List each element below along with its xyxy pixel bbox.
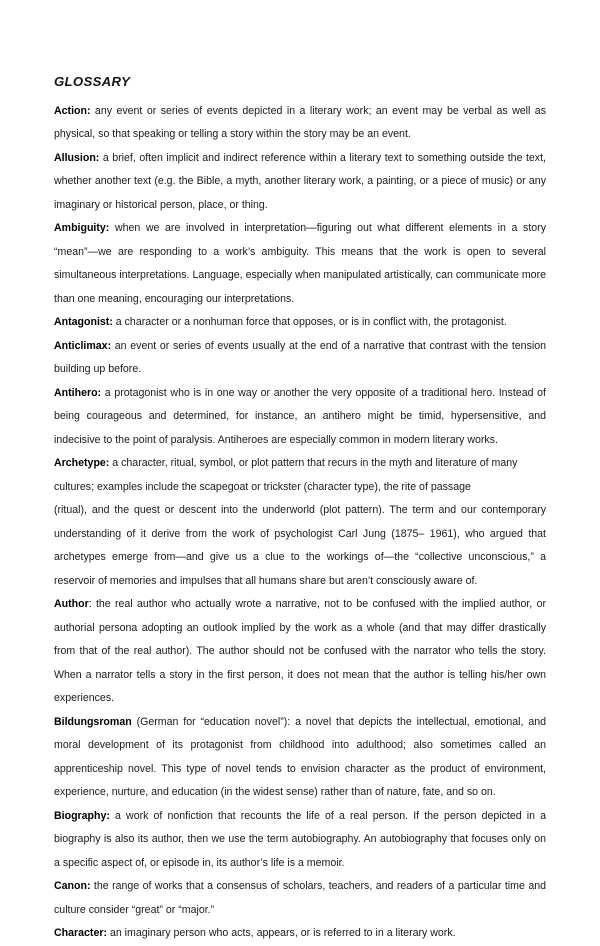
glossary-entry-author	[54, 593, 546, 711]
glossary-entry-ambiguity	[54, 217, 546, 311]
glossary-term: Action:	[54, 104, 91, 117]
glossary-entry-action	[54, 100, 546, 147]
glossary-definition: (German for “education novel”): a novel that depicts the intellectual, emotional, and moral development of its protagonist from childhood into adulthood; also sometimes called an apprenticeship novel. This type of novel tends to envision character as the product of environment, experience, nurture, and education (in the widest sense) rather than of nature, fate, and so on.	[54, 715, 546, 798]
glossary-definition: a brief, often implicit and indirect reference within a literary text to something outside the text, whether another text (e.g. the Bible, a myth, another literary work, a painting, or a piece of music) or any imaginary or historical person, place, or thing.	[54, 151, 546, 211]
glossary-entry-character	[54, 922, 546, 946]
glossary-term: Canon:	[54, 880, 91, 892]
glossary-definition: the range of works that a consensus of scholars, teachers, and readers of a particular time and culture consider “great” or “major.”	[54, 880, 546, 916]
glossary-definition: an imaginary person who acts, appears, or is referred to in a literary work.	[107, 927, 456, 939]
glossary-entry-anticlimax	[54, 335, 546, 382]
glossary-term: Antagonist:	[54, 316, 113, 328]
glossary-definition: a work of nonfiction that recounts the life of a real person. If the person depicted in a biography is also its author, then we use the term autobiography. An autobiography that focuses only on a specific aspect of, or episode in, its author’s life is a memoir.	[54, 809, 546, 869]
glossary-term: Anticlimax:	[54, 339, 112, 352]
glossary-term: Ambiguity:	[54, 222, 110, 234]
glossary-definition: : the real author who actually wrote a narrative, not to be confused with the implied author, or authorial persona adopting an outlook implied by the work as a whole (and that may differ drastically from that of the real author). The author should not be confused with the narrator who tells the story. When a narrator tells a story in the first person, it does not mean that the author is telling his/her own experiences.	[54, 598, 546, 704]
glossary-entry-archetype-part2	[54, 499, 546, 593]
glossary-definition: when we are involved in interpretation—figuring out what different elements in a story “mean”—we are responding to a work’s ambiguity. This means that the work is open to several simultaneous interpretations. Language, especially when manipulated artistically, can communicate more than one meaning, encouraging our interpretations.	[54, 222, 546, 305]
glossary-entry-archetype-part1	[54, 452, 546, 499]
glossary-definition: a character, ritual, symbol, or plot pattern that recurs in the myth and literature of many cultures; examples include the scapegoat or trickster (character type), the rite of passage	[54, 457, 518, 493]
glossary-term: Antihero:	[54, 386, 102, 399]
glossary-definition: any event or series of events depicted in a literary work; an event may be verbal as well as physical, so that speaking or telling a story within the story may be an event.	[54, 104, 546, 140]
glossary-term: Bildungsroman	[54, 715, 132, 728]
glossary-entry-canon	[54, 875, 546, 922]
glossary-entry-bildungsroman	[54, 711, 546, 805]
glossary-definition: an event or series of events usually at the end of a narrative that contrast with the tension building up before.	[54, 339, 546, 375]
glossary-entry-antihero	[54, 382, 546, 453]
glossary-term: Allusion:	[54, 151, 100, 164]
glossary-term: Archetype:	[54, 457, 110, 469]
glossary-entry-allusion	[54, 147, 546, 218]
glossary-definition: a protagonist who is in one way or another the very opposite of a traditional hero. Instead of being courageous and determined, for instance, an antihero might be timid, hypersensitive, and indecisive to the point of paralysis. Antiheroes are especially common in modern literary works.	[54, 386, 546, 446]
glossary-definition: a character or a nonhuman force that opposes, or is in conflict with, the protagonist.	[112, 316, 507, 328]
glossary-entry-biography	[54, 805, 546, 876]
glossary-entry-antagonist	[54, 311, 546, 335]
glossary-definition-continued: (ritual), and the quest or descent into the underworld (plot pattern). The term and our contemporary understanding of it derive from the work of psychologist Carl Jung (1875– 1961), who argued that archetypes emerge from—and give us a clue to the workings of—the “collective unconscious,” a reservoir of memories and impulses that all humans share but aren’t consciously aware of.	[54, 504, 546, 587]
glossary-term: Author	[54, 598, 89, 610]
page-title: GLOSSARY	[54, 74, 131, 89]
glossary-term: Biography:	[54, 809, 110, 822]
glossary-term: Character:	[54, 927, 107, 939]
